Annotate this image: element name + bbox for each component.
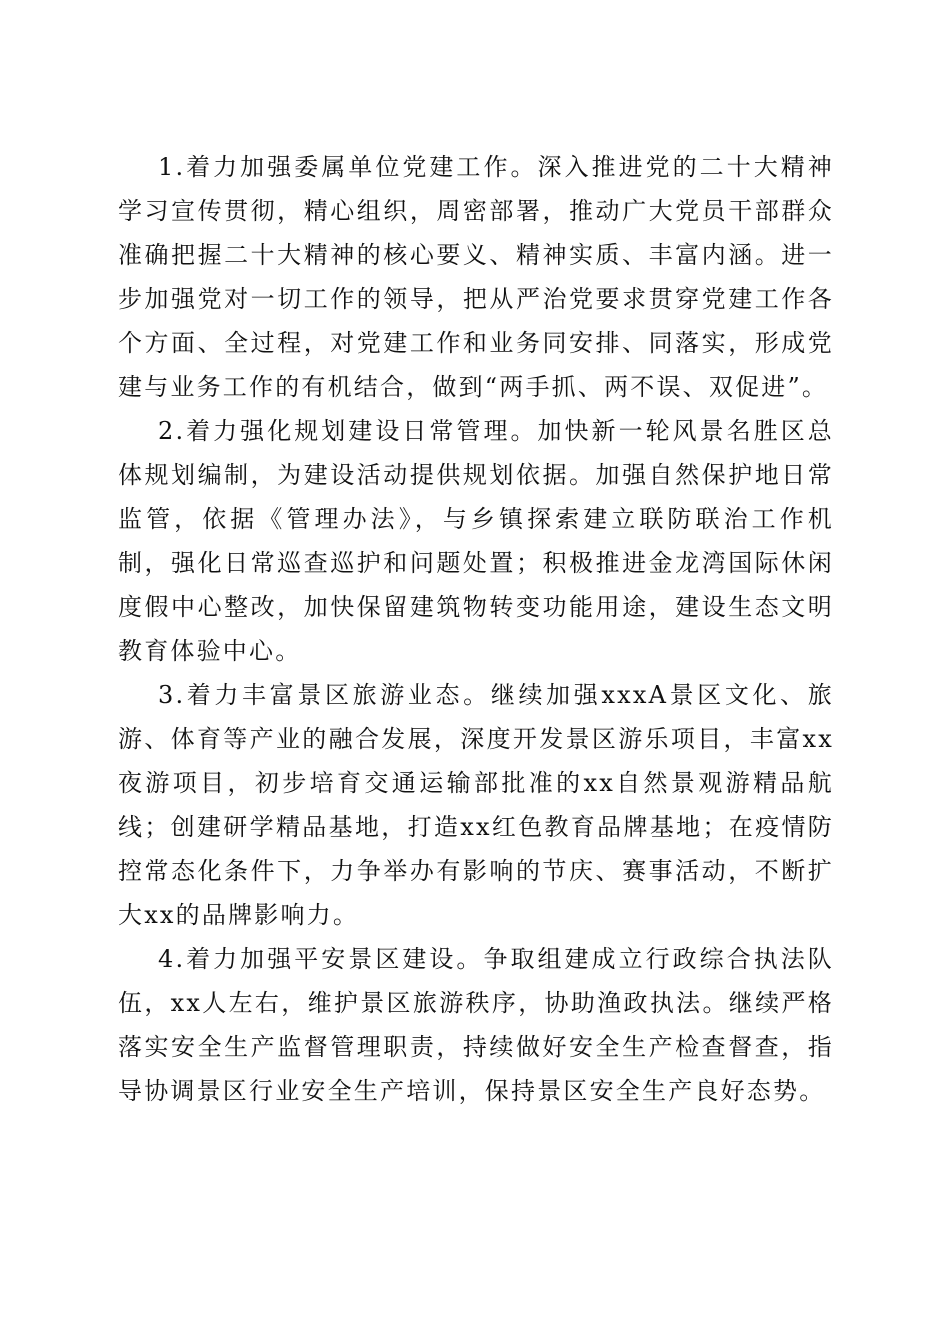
document-body — [118, 145, 834, 1113]
paragraph-tourism-formats: 3.着力丰富景区旅游业态。继续加强xxxA景区文化、旅游、体育等产业的融合发展，深度开发景区游乐项目，丰富xx夜游项目，初步培育交通运输部批准的xx自然景观游精品航线；创建研学精品基地，打造xx红色教育品牌基地；在疫情防控常态化条件下，力争举办有影响的节庆、赛事活动，不断扩大xx的品牌影响力。 — [118, 681, 834, 929]
paragraph-planning-management: 2.着力强化规划建设日常管理。加快新一轮风景名胜区总体规划编制，为建设活动提供规划依据。加强自然保护地日常监管，依据《管理办法》，与乡镇探索建立联防联治工作机制，强化日常巡查巡护和问题处置；积极推进金龙湾国际休闲度假中心整改，加快保留建筑物转变功能用途，建设生态文明教育体验中心。 — [118, 417, 834, 665]
paragraph-safe-scenic-area: 4.着力加强平安景区建设。争取组建成立行政综合执法队伍，xx人左右，维护景区旅游秩序，协助渔政执法。继续严格落实安全生产监督管理职责，持续做好安全生产检查督查，指导协调景区行业安全生产培训，保持景区安全生产良好态势。 — [118, 945, 834, 1105]
paragraph-party-building: 1.着力加强委属单位党建工作。深入推进党的二十大精神学习宣传贯彻，精心组织，周密部署，推动广大党员干部群众准确把握二十大精神的核心要义、精神实质、丰富内涵。进一步加强党对一切工作的领导，把从严治党要求贯穿党建工作各个方面、全过程，对党建工作和业务同安排、同落实，形成党建与业务工作的有机结合，做到“两手抓、两不误、双促进”。 — [118, 153, 834, 401]
